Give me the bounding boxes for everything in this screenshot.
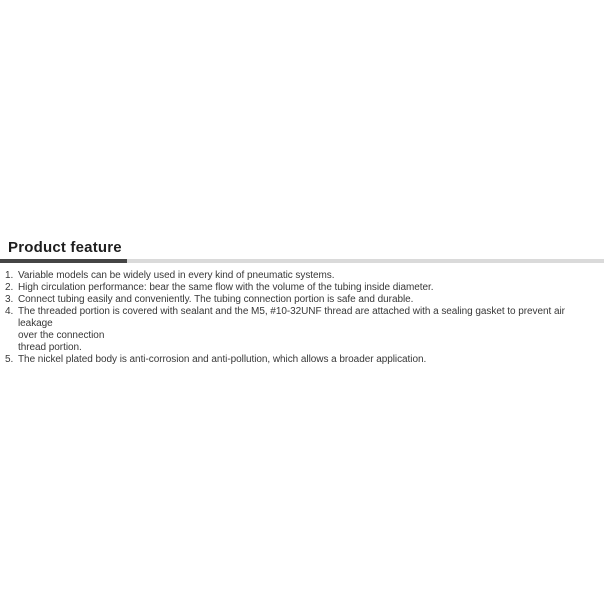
title-rule-accent <box>0 259 127 263</box>
page-title: Product feature <box>8 239 122 256</box>
feature-item-number: 1. <box>5 270 14 281</box>
feature-item-number: 3. <box>5 294 14 305</box>
feature-item-number: 4. <box>5 306 14 317</box>
feature-item-text: Connect tubing easily and conveniently. The tubing connection portion is safe and durable. <box>18 294 414 305</box>
feature-item <box>5 270 600 282</box>
feature-item-number: 5. <box>5 354 14 365</box>
title-rule <box>0 259 604 263</box>
feature-item <box>5 294 600 306</box>
feature-item-text: Variable models can be widely used in every kind of pneumatic systems. <box>18 270 335 281</box>
feature-item-text: The nickel plated body is anti-corrosion and anti-pollution, which allows a broader application. <box>18 354 427 365</box>
feature-item <box>5 306 600 354</box>
feature-item-number: 2. <box>5 282 14 293</box>
feature-item-text: The threaded portion is covered with sealant and the M5, #10-32UNF thread are attached with a sealing gasket to prevent air leakage over the connection thread portion. <box>18 306 565 353</box>
feature-list <box>0 270 604 366</box>
feature-item-text: High circulation performance: bear the same flow with the volume of the tubing inside diameter. <box>18 282 434 293</box>
feature-item <box>5 282 600 294</box>
feature-item <box>5 354 600 366</box>
